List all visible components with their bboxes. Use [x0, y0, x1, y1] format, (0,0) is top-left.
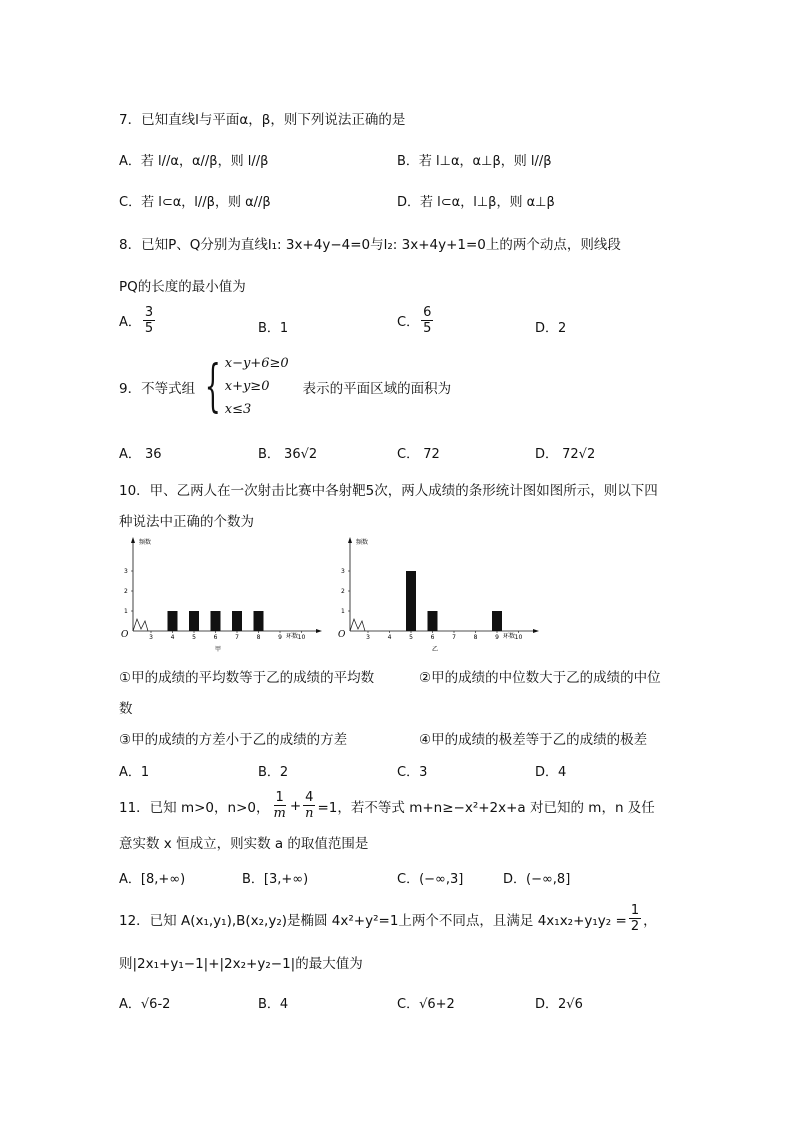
q11-stem-part-b: =1，若不等式 m+n≥−x²+2x+a 对已知的 m，n 及任	[317, 799, 655, 816]
chart-yi-x-tick-10: 10	[514, 634, 523, 641]
q11-fraction-2-denominator: n	[305, 806, 314, 821]
chart-yi-y-arrow	[348, 537, 352, 543]
q7-stem: 7．已知直线l与平面α，β，则下列说法正确的是	[119, 112, 406, 128]
q12-fraction	[629, 903, 641, 934]
q9-option-a: A． 36	[119, 447, 162, 462]
q7-option-a: A．若 l//α，α//β，则 l//β	[119, 154, 269, 169]
chart-jia-bar-4	[168, 611, 178, 631]
chart-yi-x-tick-4: 4	[387, 634, 392, 641]
q9-label: 9．不等式组	[119, 380, 196, 397]
q8-option-c-denominator: 5	[423, 321, 432, 336]
q7-option-d: D．若 l⊂α，l⊥β，则 α⊥β	[397, 195, 555, 210]
chart-jia	[115, 535, 325, 655]
q7-option-b: B．若 l⊥α，α⊥β，则 l//β	[397, 154, 552, 169]
chart-yi-ylabel: 频数	[356, 539, 369, 546]
chart-yi-bar-5	[406, 571, 416, 631]
q9-option-b: B． 36√2	[258, 447, 318, 462]
q9-inequality-2: x+y≥0	[224, 379, 270, 394]
q9-inequality-lines	[225, 352, 289, 421]
chart-yi-bar-6	[428, 611, 438, 631]
chart-yi-y-tick-3: 3	[341, 568, 345, 575]
q10-option-a: A．1	[119, 765, 150, 780]
q9-stem	[119, 352, 451, 421]
q8-option-a-denominator: 5	[144, 321, 154, 336]
q8-option-d: D．2	[535, 321, 567, 336]
q10-stem-line2: 种说法中正确的个数为	[119, 514, 254, 530]
chart-yi-bar-9	[492, 611, 502, 631]
chart-yi-y-tick-2: 2	[341, 588, 345, 595]
q10-option-d: D．4	[535, 765, 567, 780]
q12-option-c: C．√6+2	[397, 997, 455, 1012]
q11-fraction-1-numerator: 1	[275, 790, 284, 805]
q11-fraction-1-denominator: m	[273, 806, 286, 821]
q12-option-a: A．√6-2	[119, 997, 171, 1012]
q11-fraction-1	[271, 790, 287, 821]
chart-yi	[332, 535, 542, 655]
chart-yi-x-tick-3: 3	[366, 634, 370, 641]
q9-option-c: C． 72	[397, 447, 440, 462]
chart-jia-y-tick-3: 3	[124, 568, 128, 575]
q12-fraction-numerator: 1	[630, 903, 640, 918]
q10-option-b: B．2	[258, 765, 289, 780]
q9-brace: {	[204, 353, 221, 419]
q9-inequality-system	[195, 352, 289, 421]
q11-option-b: B．[3,+∞)	[242, 872, 309, 887]
chart-jia-x-tick-6: 6	[213, 634, 218, 641]
q9-inequality-1: x−y+6≥0	[224, 356, 289, 371]
chart-yi-axis-break	[350, 619, 365, 631]
chart-jia-axis-break	[133, 619, 148, 631]
chart-jia-caption: 甲	[215, 646, 222, 653]
chart-jia-ylabel: 频数	[139, 539, 152, 546]
q12-stem-part-a: 12．已知 A(x₁,y₁),B(x₂,y₂)是椭圆 4x²+y²=1上两个不同点，且满足 4x₁x₂+y₁y₂ =	[119, 912, 627, 929]
chart-yi-xlabel: 环数	[503, 633, 516, 640]
chart-jia-x-tick-8: 8	[256, 634, 261, 641]
q10-option-c: C．3	[397, 765, 428, 780]
chart-jia-y-tick-2: 2	[124, 588, 128, 595]
chart-jia-bar-7	[232, 611, 242, 631]
q11-fraction-2	[303, 790, 315, 821]
q11-fraction-2-numerator: 4	[305, 790, 314, 805]
chart-jia-x-tick-10: 10	[297, 634, 306, 641]
q8-option-a-label: A．	[119, 315, 141, 330]
chart-yi-x-tick-7: 7	[452, 634, 456, 641]
q12-fraction-denominator: 2	[630, 919, 640, 934]
q8-option-c	[397, 305, 435, 336]
chart-jia-bar-6	[211, 611, 221, 631]
chart-jia-bar-8	[254, 611, 264, 631]
q8-option-a	[119, 305, 157, 336]
chart-jia-x-tick-7: 7	[235, 634, 239, 641]
chart-jia-x-arrow	[316, 629, 322, 633]
chart-jia-y-arrow	[131, 537, 135, 543]
q8-option-b: B．1	[258, 321, 289, 336]
q11-option-c: C．(−∞,3]	[397, 872, 464, 887]
q8-option-c-label: C．	[397, 315, 420, 330]
q10-statement-3: ③甲的成绩的方差小于乙的成绩的方差	[119, 732, 348, 748]
q8-option-a-numerator: 3	[144, 305, 154, 320]
q11-option-a: A．[8,+∞)	[119, 872, 186, 887]
q12-option-b: B．4	[258, 997, 289, 1012]
q8-option-a-fraction	[143, 305, 155, 336]
chart-yi-caption: 乙	[432, 646, 439, 653]
chart-jia-y-tick-1: 1	[124, 608, 128, 615]
chart-yi-x-tick-9: 9	[495, 634, 499, 641]
chart-jia-x-tick-9: 9	[278, 634, 282, 641]
chart-jia-bar-5	[189, 611, 199, 631]
q12-stem-line2: 则|2x₁+y₁−1|+|2x₂+y₂−1|的最大值为	[119, 956, 363, 972]
chart-yi-x-arrow	[533, 629, 539, 633]
q10-statement-2-cont: 数	[119, 701, 133, 717]
chart-yi-origin: O	[338, 630, 346, 640]
q12-option-d: D．2√6	[535, 997, 583, 1012]
q9-option-d: D． 72√2	[535, 447, 596, 462]
chart-jia-x-tick-5: 5	[192, 634, 196, 641]
q11-stem-part-a: 11．已知 m>0，n>0，	[119, 799, 270, 816]
q10-stem: 10．甲、乙两人在一次射击比赛中各射靶5次，两人成绩的条形统计图如图所示，则以下四	[119, 483, 658, 499]
q9-tail: 表示的平面区域的面积为	[302, 380, 452, 397]
q12-stem-part-b: ，	[643, 912, 657, 929]
chart-yi-x-tick-5: 5	[409, 634, 413, 641]
q11-option-d: D．(−∞,8]	[503, 872, 571, 887]
q11-stem: 11．已知 m>0，n>0， $\frac{1}{m}$ + $\frac{4}{n}$ =1，若不等式 m+n≥−x²+2x+a 对已知的 m，n 及任	[119, 790, 655, 821]
chart-jia-x-tick-3: 3	[149, 634, 153, 641]
q8-stem: 8．已知P、Q分别为直线l₁: 3x+4y−4=0与l₂: 3x+4y+1=0上的两个动点，则线段	[119, 237, 621, 253]
q8-option-c-numerator: 6	[423, 305, 432, 320]
q10-statement-1: ①甲的成绩的平均数等于乙的成绩的平均数	[119, 670, 375, 686]
chart-jia-x-tick-4: 4	[170, 634, 175, 641]
chart-yi-x-tick-6: 6	[430, 634, 435, 641]
q11-stem-line2: 意实数 x 恒成立，则实数 a 的取值范围是	[119, 836, 369, 852]
q9-inequality-3: x≤3	[224, 402, 252, 417]
q10-statement-2: ②甲的成绩的中位数大于乙的成绩的中位	[419, 670, 661, 686]
chart-yi-x-tick-8: 8	[473, 634, 478, 641]
q10-statement-4: ④甲的成绩的极差等于乙的成绩的极差	[419, 732, 648, 748]
q8-option-c-fraction	[421, 305, 433, 336]
chart-jia-origin: O	[121, 630, 129, 640]
q7-option-c: C．若 l⊂α，l//β，则 α//β	[119, 195, 271, 210]
chart-yi-y-tick-1: 1	[341, 608, 345, 615]
q8-stem-line2: PQ的长度的最小值为	[119, 279, 246, 295]
chart-jia-xlabel: 环数	[286, 633, 299, 640]
q12-stem	[119, 903, 657, 934]
